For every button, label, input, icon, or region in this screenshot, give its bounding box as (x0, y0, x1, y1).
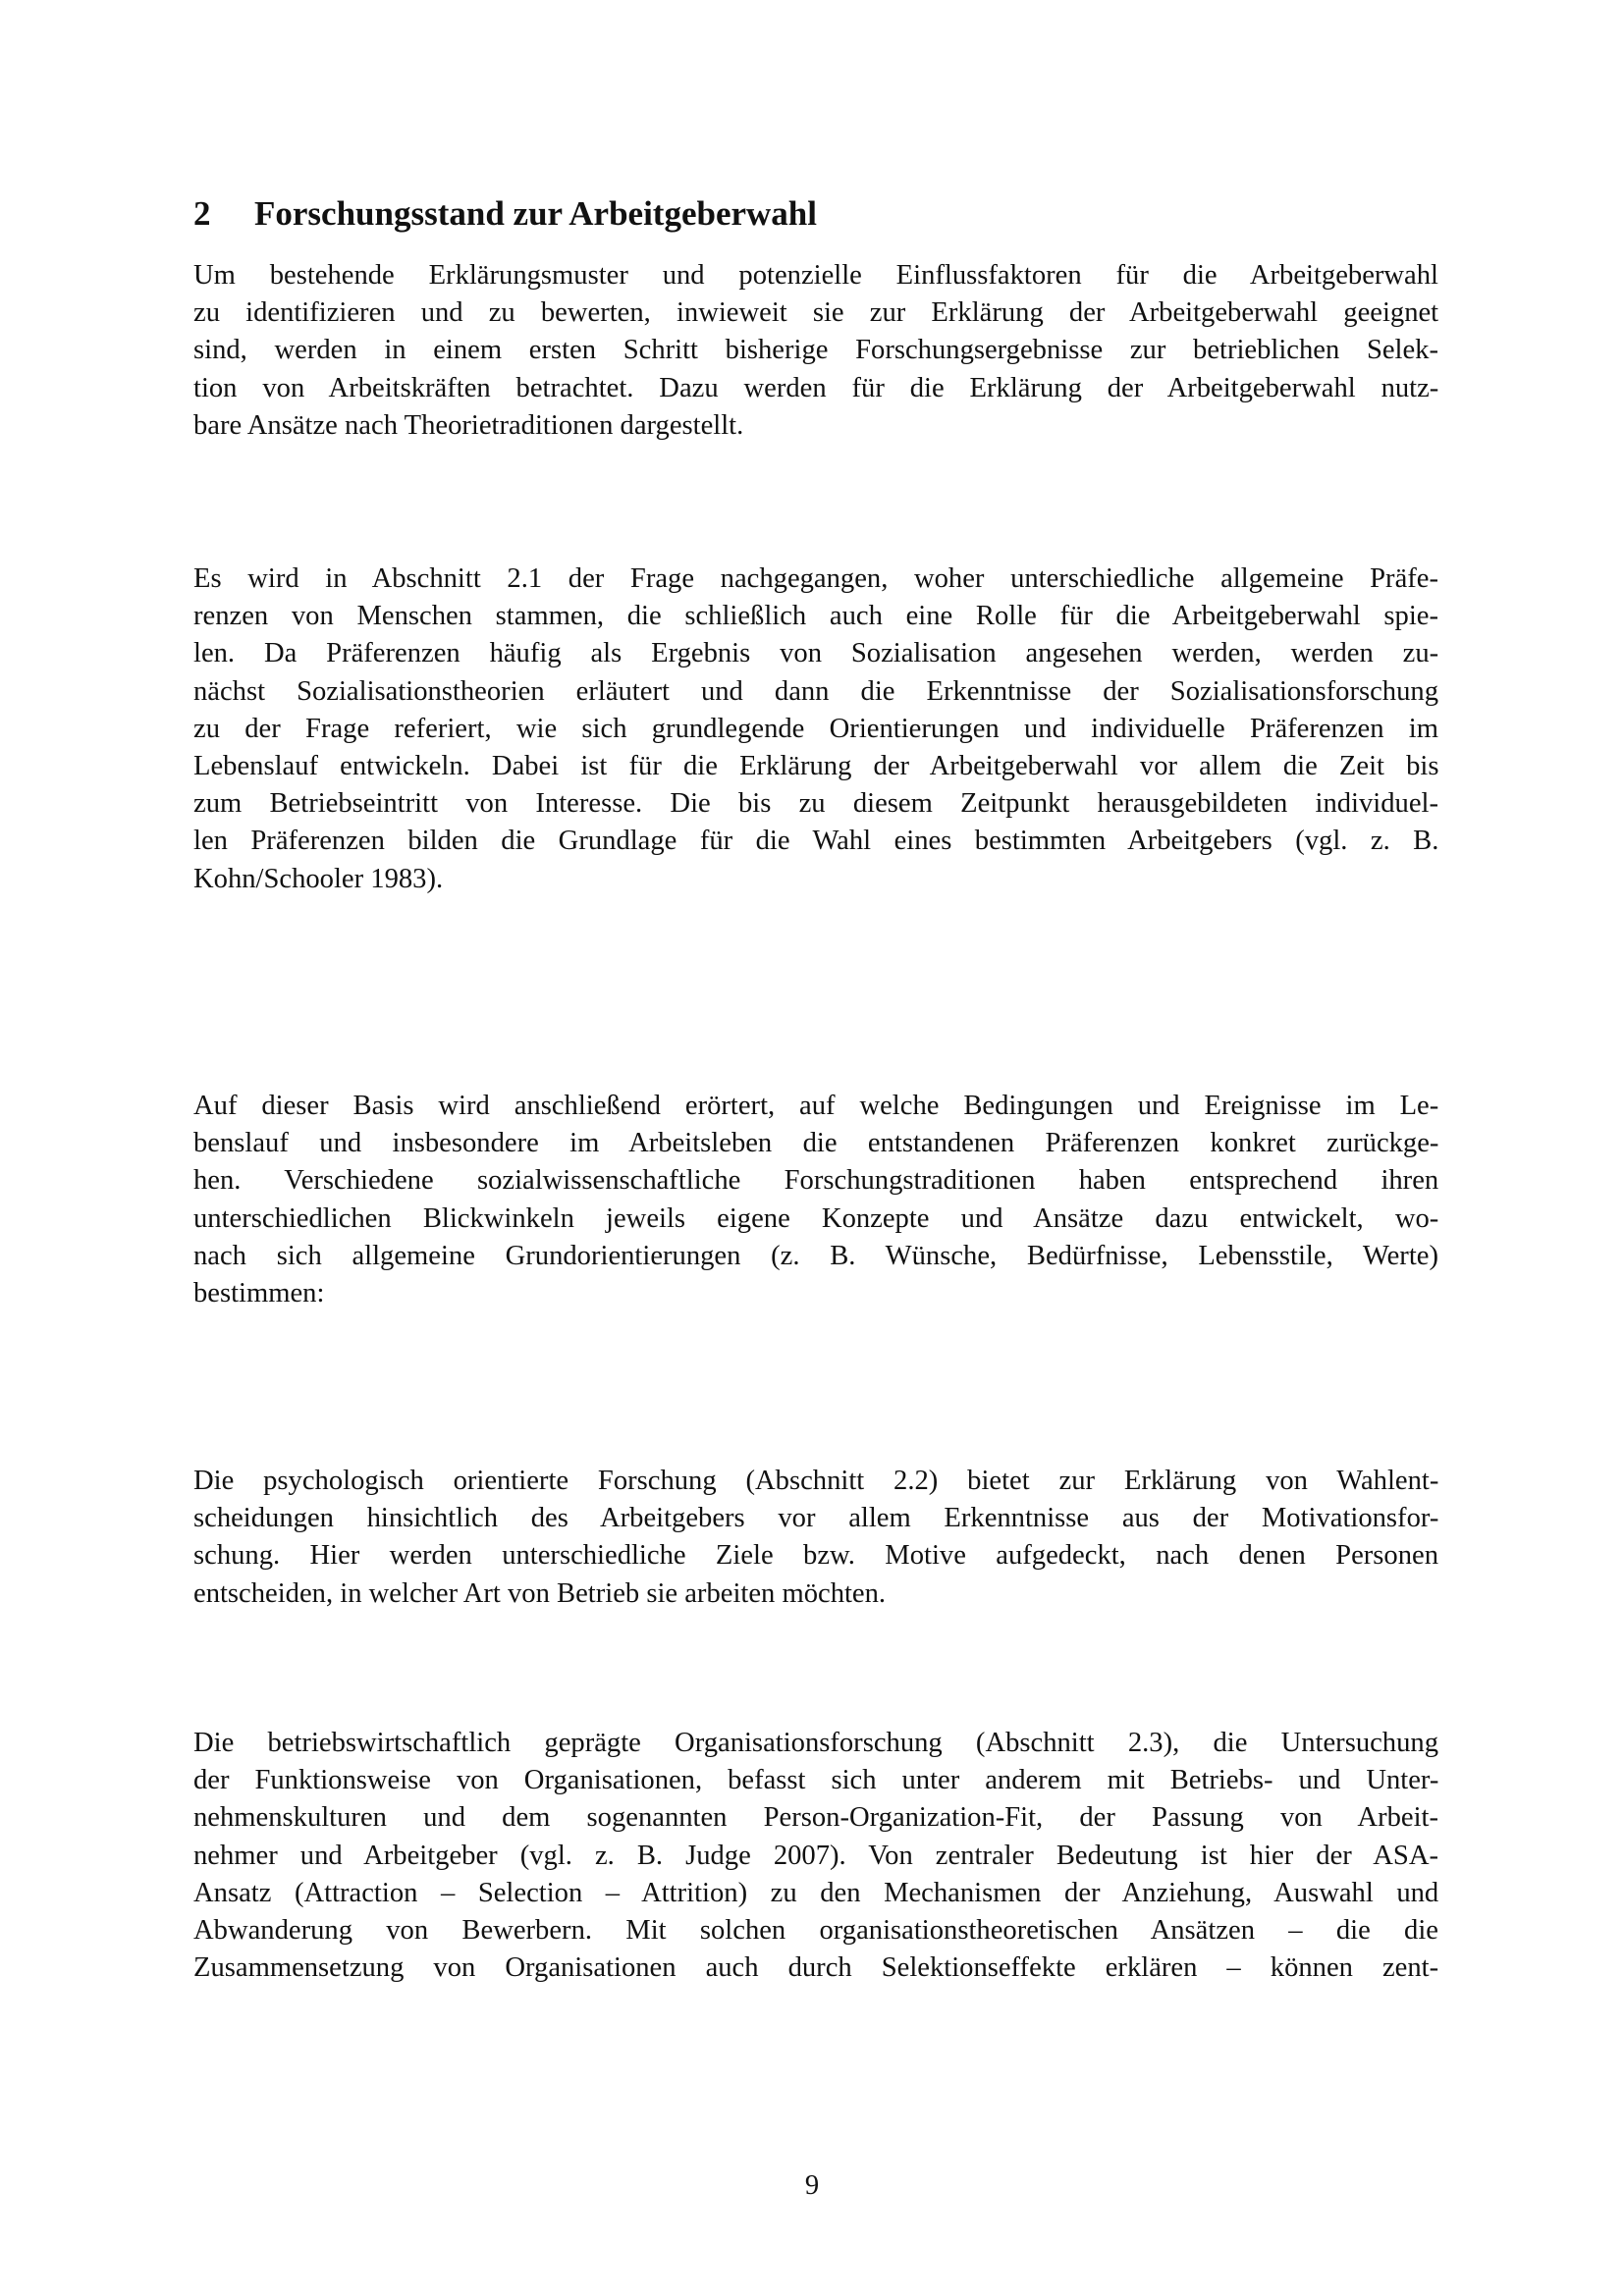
text-line: Auf dieser Basis wird anschließend erörtert, auf welche Bedingungen und Ereignisse im Le- (193, 1091, 1439, 1121)
text-line: len. Da Präferenzen häufig als Ergebnis von Sozialisation angesehen werden, werden zu- (193, 638, 1439, 669)
section-title: Forschungsstand zur Arbeitgeberwahl (254, 194, 817, 233)
paragraph-intro (193, 257, 1438, 445)
text-line: nach sich allgemeine Grundorientierungen (z. B. Wünsche, Bedürfnisse, Lebensstile, Werte) (193, 1240, 1438, 1271)
paragraph-socialization (193, 561, 1438, 898)
text-line: Die betriebswirtschaftlich geprägte Organisationsforschung (Abschnitt 2.3), die Untersuchung (193, 1728, 1438, 1758)
text-line: nehmer und Arbeitgeber (vgl. z. B. Judge 2007). Von zentraler Bedeutung ist hier der ASA- (193, 1840, 1438, 1871)
text-line: scheidungen hinsichtlich des Arbeitgebers vor allem Erkenntnisse aus der Motivationsfor- (193, 1503, 1439, 1534)
paragraph-psychology (193, 1463, 1438, 1613)
text-line: schung. Hier werden unterschiedliche Ziele bzw. Motive aufgedeckt, nach denen Personen (193, 1540, 1438, 1572)
text-line: bare Ansätze nach Theorietraditionen dargestellt. (193, 409, 744, 441)
text-line: len Präferenzen bilden die Grundlage für die Wahl eines bestimmten Arbeitgebers (vgl. z. B. (193, 826, 1439, 857)
text-line: Um bestehende Erklärungsmuster und potenzielle Einflussfaktoren für die Arbeitgeberwahl (193, 260, 1438, 291)
text-line: renzen von Menschen stammen, die schließlich auch eine Rolle für die Arbeitgeberwahl spie- (193, 601, 1438, 632)
section-heading (193, 192, 817, 236)
text-line: Abwanderung von Bewerbern. Mit solchen organisationstheoretischen Ansätzen – die die (193, 1914, 1438, 1946)
paragraph-organization (193, 1725, 1438, 1987)
text-line: benslauf und insbesondere im Arbeitsleben die entstandenen Präferenzen konkret zurückge- (193, 1128, 1439, 1159)
text-line: zum Betriebseintritt von Interesse. Die bis zu diesem Zeitpunkt herausgebildeten individuel- (193, 788, 1438, 820)
text-line: bestimmen: (193, 1277, 325, 1308)
text-line: zu identifizieren und zu bewerten, inwieweit sie zur Erklärung der Arbeitgeberwahl geeignet (193, 297, 1439, 329)
text-line: Ansatz (Attraction – Selection – Attrition) zu den Mechanismen der Anziehung, Auswahl und (193, 1877, 1439, 1908)
text-line: Zusammensetzung von Organisationen auch durch Selektionseffekte erklären – können zent- (193, 1952, 1439, 1984)
text-line: nächst Sozialisationstheorien erläutert und dann die Erkenntnisse der Sozialisationsforschung (193, 675, 1438, 707)
text-line: entscheiden, in welcher Art von Betrieb sie arbeiten möchten. (193, 1577, 887, 1609)
text-line: der Funktionsweise von Organisationen, befasst sich unter anderem mit Betriebs- und Unter- (193, 1765, 1439, 1796)
paragraph-basis (193, 1088, 1438, 1312)
text-line: hen. Verschiedene sozialwissenschaftliche Forschungstraditionen haben entsprechend ihren (193, 1165, 1439, 1197)
text-line: zu der Frage referiert, wie sich grundlegende Orientierungen und individuelle Präferenzen im (193, 713, 1438, 744)
text-line: unterschiedlichen Blickwinkeln jeweils eigene Konzepte und Ansätze dazu entwickelt, wo- (193, 1202, 1439, 1234)
page-number: 9 (804, 2170, 820, 2201)
text-line: Es wird in Abschnitt 2.1 der Frage nachgegangen, woher unterschiedliche allgemeine Präfe- (193, 563, 1438, 594)
text-line: Kohn/Schooler 1983). (193, 863, 444, 894)
text-line: Lebenslauf entwickeln. Dabei ist für die Erklärung der Arbeitgeberwahl vor allem die Zeit bis (193, 750, 1439, 781)
text-line: sind, werden in einem ersten Schritt bisherige Forschungsergebnisse zur betrieblichen Selek- (193, 335, 1438, 366)
section-number: 2 (193, 194, 211, 233)
text-line: tion von Arbeitskräften betrachtet. Dazu werden für die Erklärung der Arbeitgeberwahl nutz- (193, 372, 1439, 403)
text-line: Die psychologisch orientierte Forschung (Abschnitt 2.2) bietet zur Erklärung von Wahlent- (193, 1466, 1439, 1496)
text-line: nehmenskulturen und dem sogenannten Person-Organization-Fit, der Passung von Arbeit- (193, 1802, 1438, 1834)
